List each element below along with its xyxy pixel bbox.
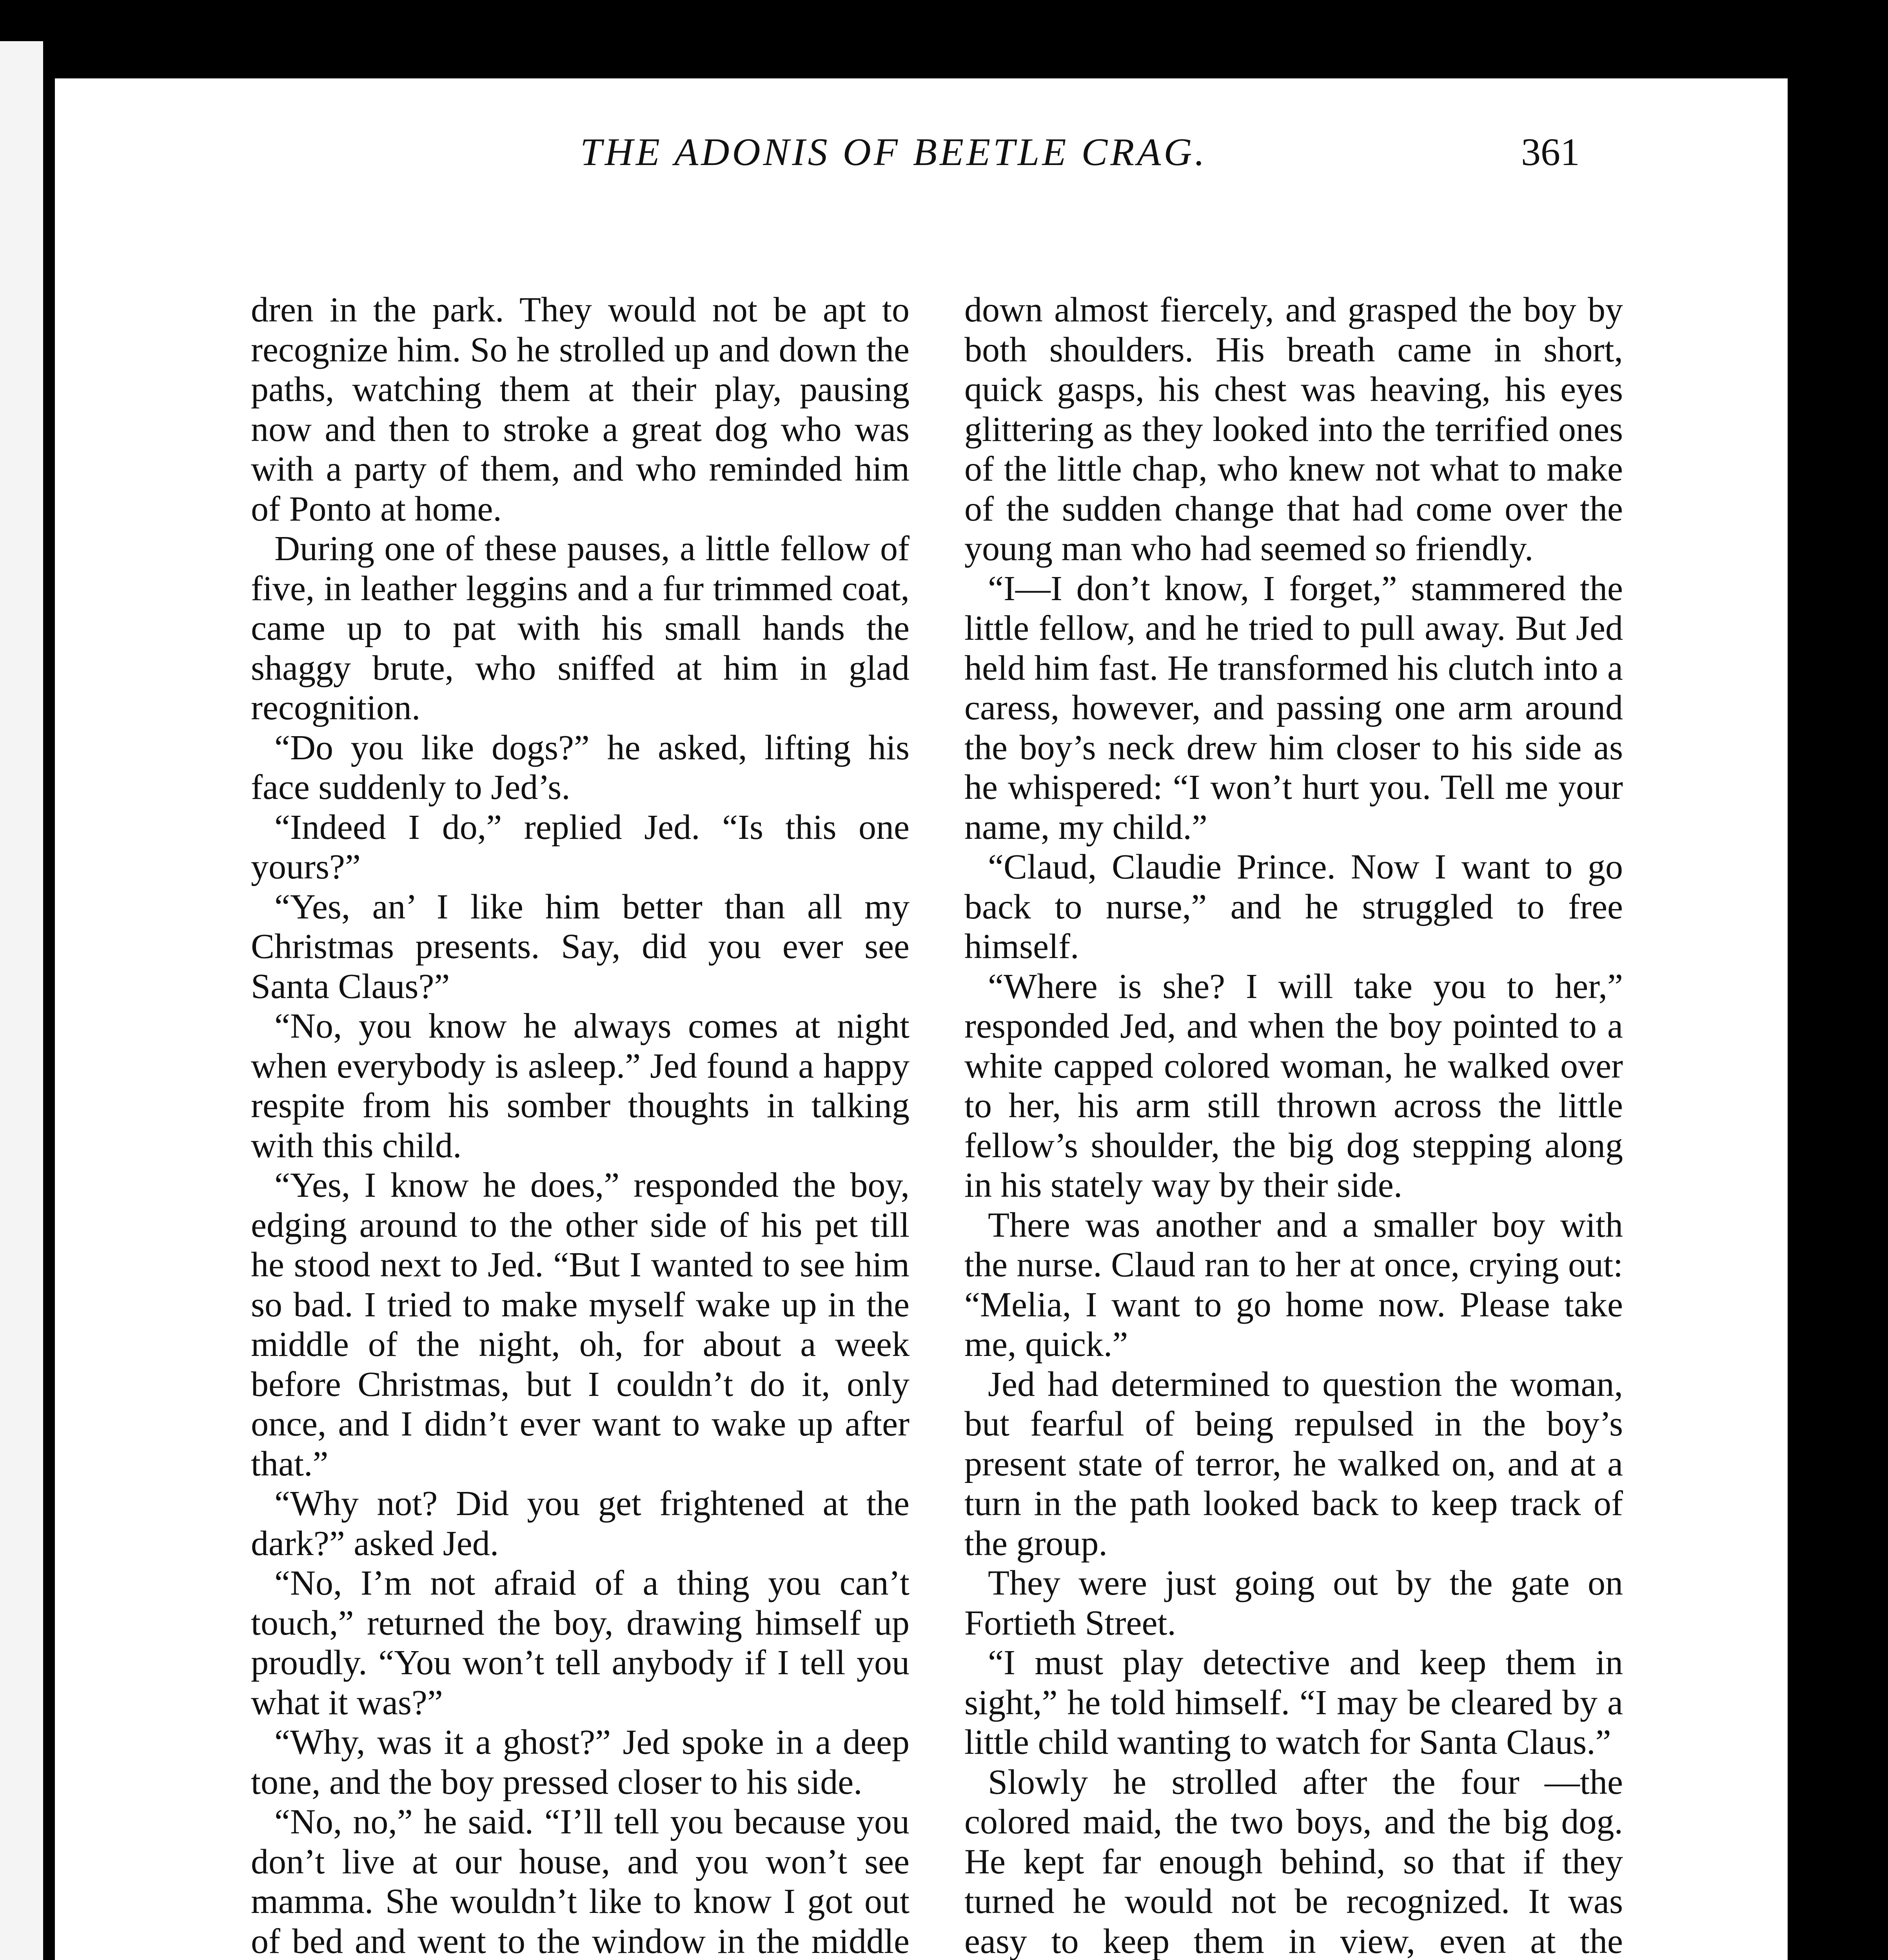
paragraph: down almost fiercely, and grasped the boy by both shoulders. His breath came in short, quick gasps, his chest was heaving, his eyes glittering as they looked into the terrified ones of the little chap, who knew not what to make of the sudden change that had come over the young man who had seemed so friendly. <box>964 290 1623 568</box>
paragraph: “Yes, I know he does,” responded the boy, edging around to the other side of his pet till he stood next to Jed. “But I wanted to see him so bad. I tried to make myself wake up in the middle of the night, oh, for about a week before Christmas, but I couldn’t do it, only once, and I didn’t ever want to wake up after that.” <box>251 1166 910 1483</box>
paragraph: dren in the park. They would not be apt to recognize him. So he strolled up and down the paths, watching them at their play, pausing now and then to stroke a great dog who was with a party of them, and who reminded him of Ponto at home. <box>251 290 910 528</box>
running-head <box>0 122 1888 184</box>
paragraph: Slowly he strolled after the four —the colored maid, the two boys, and the big dog. He kept far enough behind, so that if they turned he would not be recognized. It was easy to keep them in view, even at the <box>964 1762 1623 1960</box>
paragraph: “Where is she? I will take you to her,” responded Jed, and when the boy pointed to a white capped colored woman, he walked over to her, his arm still thrown across the little fellow’s shoulder, the big dog stepping along in his stately way by their side. <box>964 967 1623 1205</box>
paragraph: “Yes, an’ I like him better than all my Christmas presents. Say, did you ever see Santa Claus?” <box>251 887 910 1006</box>
paragraph: “Do you like dogs?” he asked, lifting his face suddenly to Jed’s. <box>251 728 910 807</box>
page-number: 361 <box>1521 130 1580 174</box>
paragraph: “No, you know he always comes at night when everybody is asleep.” Jed found a happy respite from his somber thoughts in talking with this child. <box>251 1007 910 1165</box>
paragraph: “Claud, Claudie Prince. Now I want to go back to nurse,” and he struggled to free himself. <box>964 848 1623 966</box>
paragraph: “I—I don’t know, I forget,” stammered the little fellow, and he tried to pull away. But Jed held him fast. He transformed his clutch into a caress, however, and passing one arm around the boy’s neck drew him closer to his side as he whispered: “I won’t hurt you. Tell me your name, my child.” <box>964 569 1623 847</box>
text-column-right <box>964 290 1623 1960</box>
paragraph: During one of these pauses, a little fellow of five, in leather leggins and a fur trimmed coat, came up to pat with his small hands the shaggy brute, who sniffed at him in glad recognition. <box>251 529 910 727</box>
paragraph: “No, I’m not afraid of a thing you can’t touch,” returned the boy, drawing himself up proudly. “You won’t tell anybody if I tell you what it was?” <box>251 1564 910 1722</box>
paragraph: “I must play detective and keep them in sight,” he told himself. “I may be cleared by a little child wanting to watch for Santa Claus.” <box>964 1643 1623 1762</box>
previous-page-edge <box>0 41 43 1960</box>
running-title: THE ADONIS OF BEETLE CRAG. <box>580 130 1207 174</box>
paragraph: Jed had determined to question the woman, but fearful of being repulsed in the boy’s present state of terror, he walked on, and at a turn in the path looked back to keep track of the group. <box>964 1365 1623 1563</box>
paragraph: There was another and a smaller boy with the nurse. Claud ran to her at once, crying out: “Melia, I want to go home now. Please take me, quick.” <box>964 1205 1623 1364</box>
paragraph: They were just going out by the gate on Fortieth Street. <box>964 1564 1623 1642</box>
paragraph: “Why not? Did you get frightened at the dark?” asked Jed. <box>251 1484 910 1563</box>
paragraph: “Why, was it a ghost?” Jed spoke in a deep tone, and the boy pressed closer to his side. <box>251 1723 910 1802</box>
paragraph: “Indeed I do,” replied Jed. “Is this one yours?” <box>251 808 910 886</box>
paragraph: “No, no,” he said. “I’ll tell you because you don’t live at our house, and you won’t see mamma. She wouldn’t like to know I got out of bed and went to the window in the middle <box>251 1802 910 1960</box>
text-column-left <box>251 290 910 1960</box>
